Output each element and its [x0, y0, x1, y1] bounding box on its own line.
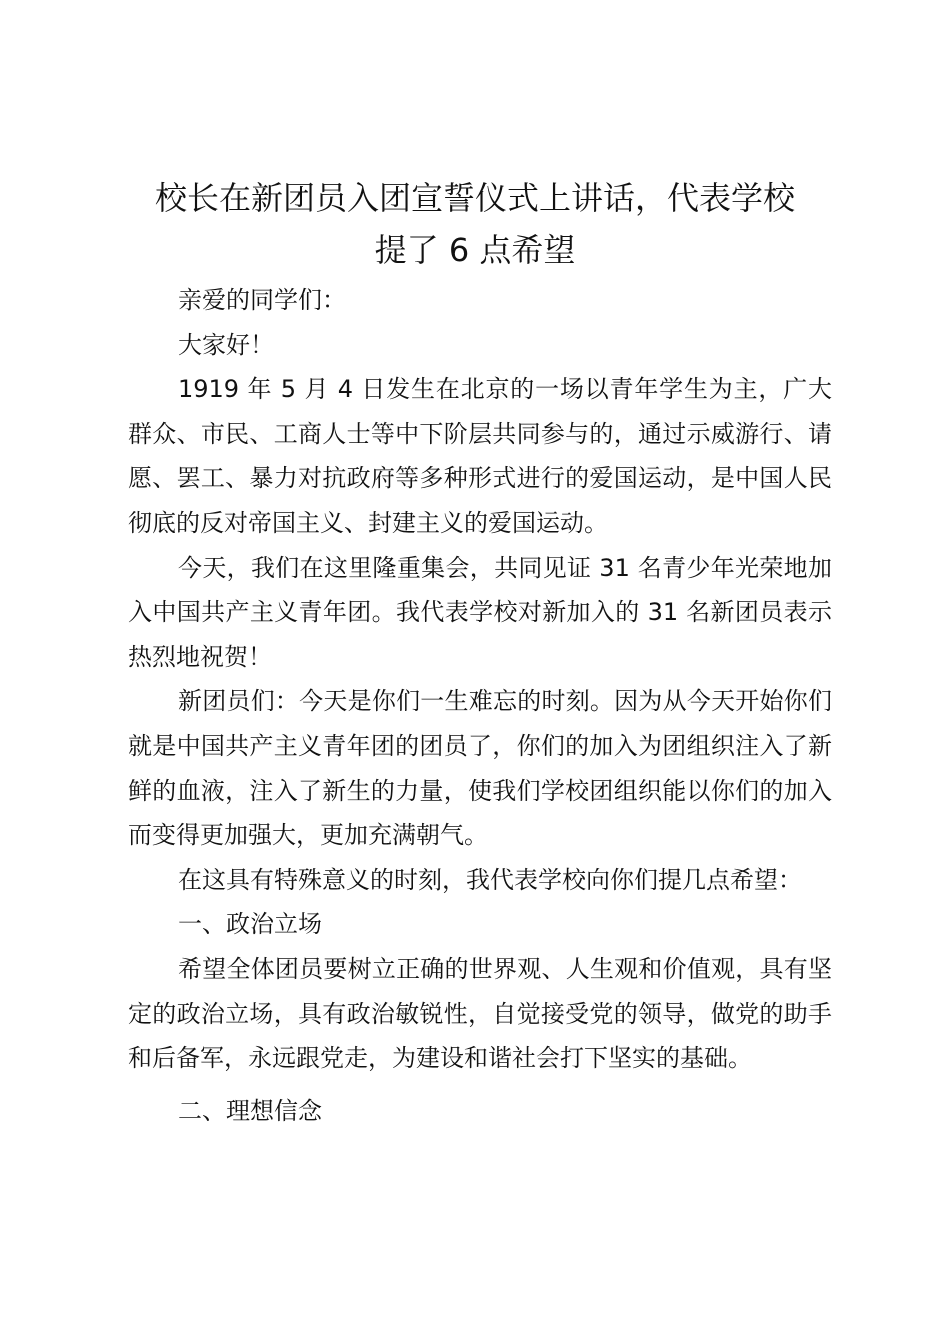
section-heading-1: 一、政治立场: [178, 910, 322, 939]
paragraph-political-stance: 希望全体团员要树立正确的世界观、人生观和价值观，具有坚定的政治立场，具有政治敏锐性，自觉接受党的领导，做党的助手和后备军，永远跟党走，为建设和谐社会打下坚实的基础。: [128, 954, 832, 1073]
greeting: 大家好！: [178, 330, 274, 359]
salutation: 亲爱的同学们：: [178, 286, 346, 314]
title-line-2: 提了 6 点希望: [374, 231, 576, 269]
paragraph-history: 1919 年 5 月 4 日发生在北京的一场以青年学生为主，广大群众、市民、工商人士等中下阶层共同参与的，通过示威游行、请愿、罢工、暴力对抗政府等多种形式进行的爱国运动，是中国人民彻底的反对帝国主义、封建主义的爱国运动。: [128, 375, 832, 537]
document-body: [128, 278, 832, 1133]
paragraph-new-members: 新团员们：今天是你们一生难忘的时刻。因为从今天开始你们就是中国共产主义青年团的团员了，你们的加入为团组织注入了新鲜的血液，注入了新生的力量，使我们学校团组织能以你们的加入而变得更加强大，更加充满朝气。: [128, 687, 832, 850]
paragraph-hopes-intro: 在这具有特殊意义的时刻，我代表学校向你们提几点希望：: [178, 865, 802, 894]
section-heading-2: 二、理想信念: [178, 1096, 322, 1125]
document-title: [120, 172, 830, 276]
title-line-1: 校长在新团员入团宣誓仪式上讲话，代表学校: [154, 179, 795, 217]
paragraph-today: 今天，我们在这里隆重集会，共同见证 31 名青少年光荣地加入中国共产主义青年团。我代表学校对新加入的 31 名新团员表示热烈地祝贺！: [128, 553, 832, 671]
